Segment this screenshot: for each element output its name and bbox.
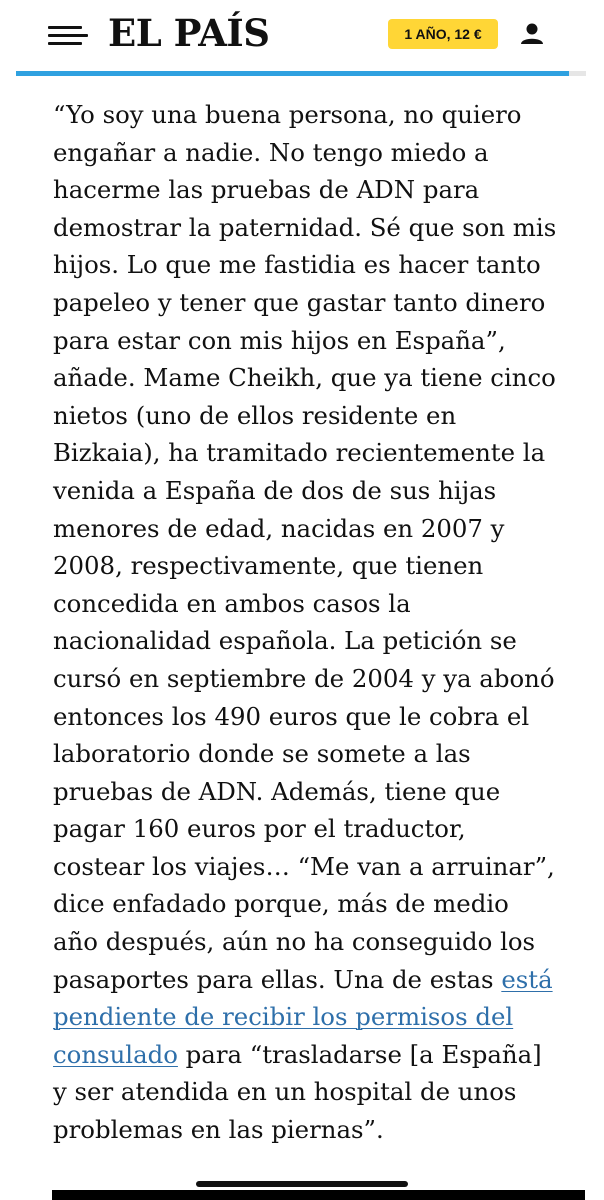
user-icon[interactable] <box>518 20 546 48</box>
bottom-bar <box>52 1190 585 1200</box>
site-logo[interactable]: EL PAÍS <box>108 11 270 55</box>
consulado-permits-link[interactable]: está pendiente de recibir los permisos del consulado <box>53 964 553 1069</box>
reading-progress-fill <box>16 71 569 76</box>
paragraph-text-before-link: “Yo soy una buena persona, no quiero engañar a nadie. No tengo miedo a hacerme las pruebas de ADN para demostrar la paternidad. Sé que son mis hijos. Lo que me fastidia es hacer tanto papeleo y tener que gastar tanto dinero para estar con mis hijos en España”, añade. Mame Cheikh, que ya tiene cinco nietos (uno de ellos residente en Bizkaia), ha tramitado recientemente la venida a España de dos de sus hijas menores de edad, nacidas en 2007 y 2008, respectivamente, que tienen concedida en ambos casos la nacionalidad española. La petición se cursó en septiembre de 2004 y ya abonó entonces los 490 euros que le cobra el laboratorio donde se somete a las pruebas de ADN. Además, tiene que pagar 160 euros por el traductor, costear los viajes… “Me van a arruinar”, dice enfadado porque, más de medio año después, aún no ha conseguido los pasaportes para ellas. Una de estas <box>53 100 557 994</box>
home-indicator <box>196 1181 408 1187</box>
subscribe-button[interactable]: 1 AÑO, 12 € <box>388 19 498 49</box>
site-header <box>0 0 604 72</box>
article-paragraph <box>53 96 559 1149</box>
article-body <box>53 96 559 1149</box>
paragraph-text-after-link: para “trasladarse [a España] y ser atendida en un hospital de unos problemas en las piernas”. <box>53 1039 542 1145</box>
reading-progress-bar <box>16 71 586 76</box>
hamburger-menu-icon[interactable] <box>48 20 90 48</box>
